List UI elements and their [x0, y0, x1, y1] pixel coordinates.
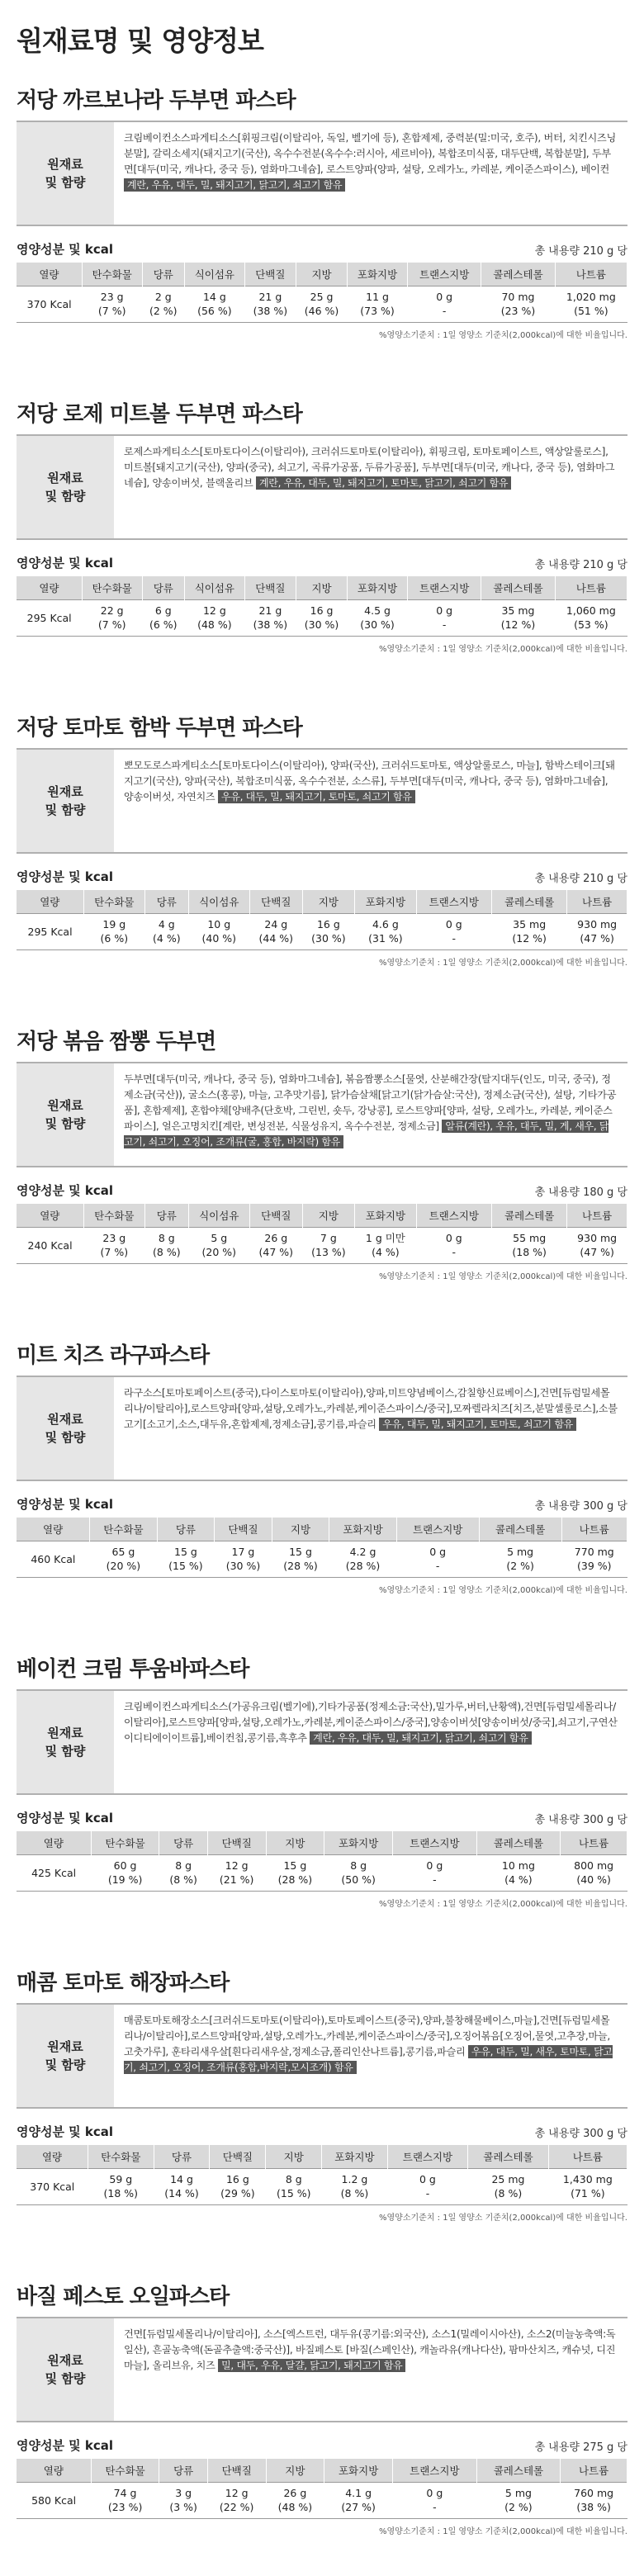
table-cell: 425 Kcal	[17, 1854, 91, 1891]
table-cell: 0 g -	[416, 913, 491, 949]
footnote: %영양소기준치 : 1일 영양소 기준치(2,000kcal)에 대한 비율입니다.	[379, 1271, 627, 1281]
table-cell: 6 g (6 %)	[142, 599, 184, 636]
nutrition-title: 영양성분 및 kcal	[17, 1811, 114, 1825]
table-cell: 370 Kcal	[17, 2168, 88, 2204]
ingredients-row	[17, 2317, 627, 2422]
table-cell: 7 g (13 %)	[302, 1227, 355, 1263]
table-header-row	[17, 576, 627, 599]
product-section	[17, 1336, 627, 1635]
table-cell: 4.2 g (28 %)	[329, 1541, 396, 1577]
table-header-cell: 식이섬유	[188, 890, 249, 913]
table-cell: 26 g (47 %)	[250, 1227, 303, 1263]
table-cell: 8 g (8 %)	[145, 1227, 188, 1263]
total-content: 총 내용량 180 g 당	[534, 1186, 627, 1199]
table-header-cell: 나트륨	[561, 1518, 627, 1541]
table-header-cell: 열량	[17, 890, 83, 913]
total-content: 총 내용량 300 g 당	[534, 1814, 627, 1826]
table-header-row	[17, 1518, 627, 1541]
table-cell: 10 g (40 %)	[188, 913, 249, 949]
total-content: 총 내용량 210 g 당	[534, 873, 627, 885]
nutrition-table	[17, 576, 627, 637]
table-header-cell: 트랜스지방	[387, 2145, 468, 2168]
nutrition-title: 영양성분 및 kcal	[17, 556, 114, 571]
table-header-cell: 지방	[296, 263, 347, 286]
table-cell: 16 g (30 %)	[296, 599, 347, 636]
nutrition-title: 영양성분 및 kcal	[17, 2124, 114, 2139]
table-cell: 0 g -	[393, 2482, 477, 2518]
table-header-cell: 포화지방	[329, 1518, 396, 1541]
product-title: 저당 볶음 짬뽕 두부면	[17, 1030, 216, 1054]
product-title: 저당 로제 미트볼 두부면 파스타	[17, 402, 302, 427]
ingredients-list: 로제스파게티소스[토마토다이스(이탈리아), 크러쉬드토마토(이탈리아), 휘핑크림, 토마토페이스트, 액상알룰로스], 미트볼[돼지고기(국산), 양파(중국), 쇠고기, 곡류가공품, 두류가공품], 두부면[대두(미국, 캐나다, 중국 등), 염화마그네슘], 양송이버섯, 블랙올리브	[124, 446, 615, 489]
footnote: %영양소기준치 : 1일 영양소 기준치(2,000kcal)에 대한 비율입니다.	[379, 330, 627, 340]
table-header-cell: 지방	[296, 576, 347, 599]
ingredients-label: 원재료 및 함량	[17, 750, 114, 852]
table-row	[17, 286, 627, 322]
table-cell: 0 g -	[407, 599, 481, 636]
table-cell: 35 mg (12 %)	[481, 599, 555, 636]
table-header-cell: 콜레스테롤	[481, 263, 555, 286]
table-header-cell: 나트륨	[567, 890, 627, 913]
table-row	[17, 1541, 627, 1577]
ingredients-text	[114, 750, 627, 852]
nutrition-header	[17, 2436, 627, 2454]
product-section	[17, 1022, 627, 1321]
table-header-cell: 탄수화물	[91, 2459, 159, 2482]
ingredients-text	[114, 2005, 627, 2107]
table-header-cell: 트랜스지방	[416, 890, 491, 913]
table-header-cell: 콜레스테롤	[468, 2145, 549, 2168]
nutrition-title: 영양성분 및 kcal	[17, 1183, 114, 1198]
table-header-cell: 지방	[266, 2459, 324, 2482]
table-header-cell: 열량	[17, 263, 82, 286]
table-cell: 70 mg (23 %)	[481, 286, 555, 322]
nutrition-title: 영양성분 및 kcal	[17, 869, 114, 884]
footnote: %영양소기준치 : 1일 영양소 기준치(2,000kcal)에 대한 비율입니다.	[379, 644, 627, 654]
table-cell: 0 g -	[393, 1854, 477, 1891]
table-header-cell: 열량	[17, 1831, 91, 1854]
table-cell: 4.6 g (31 %)	[355, 913, 416, 949]
table-cell: 15 g (28 %)	[266, 1854, 324, 1891]
nutrition-header	[17, 553, 627, 571]
table-cell: 15 g (28 %)	[272, 1541, 329, 1577]
table-cell: 65 g (20 %)	[90, 1541, 157, 1577]
table-cell: 11 g (73 %)	[348, 286, 408, 322]
ingredients-list: 크림베이컨스파게티소스(가공유크림(벨기에),기타가공품(정제소금:국산),밀가루,버터,난황액),건면[듀럼밀세몰리나/이탈리아],로스트양파[양파,설탕,오레가노,카레분,케이준스파이스/중국],양송이버섯[양송이버섯/중국],쇠고기,구연산이디티에이이트륨],베이컨칩,콩기름,흑후추	[124, 1701, 618, 1744]
table-header-cell: 탄수화물	[83, 890, 144, 913]
table-cell: 8 g (15 %)	[266, 2168, 322, 2204]
product-title: 저당 까르보나라 두부면 파스타	[17, 88, 296, 113]
ingredients-list: 건면[듀럼밀세몰리나/이탈리아], 소스[엑스트런, 대두유(콩기름:외국산), 소스1(밀레이시아산), 소스2(미늘농축액:독일산), 흔골농축액(돈골추출액:중국산)], 바질페스토 [바질(스페인산), 캐놀라유(캐나다산), 팜마산치즈, 캐슈넛, 디진마늘], 올리브유, 치즈	[124, 2328, 616, 2371]
table-header-cell: 트랜스지방	[407, 263, 481, 286]
table-header-cell: 지방	[272, 1518, 329, 1541]
table-cell: 8 g (8 %)	[159, 1854, 207, 1891]
table-header-row	[17, 2459, 627, 2482]
table-header-cell: 지방	[302, 1204, 355, 1227]
table-cell: 460 Kcal	[17, 1541, 90, 1577]
table-header-cell: 열량	[17, 2145, 88, 2168]
table-cell: 16 g (30 %)	[302, 913, 355, 949]
table-cell: 580 Kcal	[17, 2482, 91, 2518]
nutrition-header	[17, 1181, 627, 1199]
table-header-cell: 탄수화물	[90, 1518, 157, 1541]
table-header-cell: 당류	[159, 2459, 207, 2482]
ingredients-row	[17, 748, 627, 854]
ingredients-label: 원재료 및 함량	[17, 436, 114, 538]
table-cell: 60 g (19 %)	[91, 1854, 159, 1891]
table-header-row	[17, 890, 627, 913]
product-section	[17, 708, 627, 1007]
table-cell: 760 mg (38 %)	[561, 2482, 627, 2518]
table-header-cell: 나트륨	[555, 263, 627, 286]
table-header-cell: 트랜스지방	[393, 1831, 477, 1854]
table-header-cell: 콜레스테롤	[479, 1518, 561, 1541]
table-header-cell: 열량	[17, 1518, 90, 1541]
table-header-cell: 단백질	[215, 1518, 272, 1541]
table-header-cell: 포화지방	[348, 576, 408, 599]
table-cell: 4.5 g (30 %)	[348, 599, 408, 636]
table-header-cell: 탄수화물	[88, 2145, 154, 2168]
table-cell: 0 g -	[387, 2168, 468, 2204]
table-cell: 0 g -	[396, 1541, 479, 1577]
table-cell: 12 g (48 %)	[184, 599, 244, 636]
ingredients-text	[114, 122, 627, 225]
ingredients-list: 라구소스[토마토페이스트(중국),다이스토마토(이탈리아),양파,미트양념베이스,감칠향신료베이스],건면[듀럼밀세몰리나/이탈리아],로스트양파[양파,설탕,오레가노,카레분,케이준스파이스/중국],모짜렐라치즈[치즈,분말셀룰로스],소불고기[소고기,소스,대두유,혼합제제,정제소금],콩기름,파슬리	[124, 1387, 618, 1430]
nutrition-table	[17, 1518, 627, 1578]
table-cell: 1,060 mg (53 %)	[555, 599, 627, 636]
table-header-cell: 지방	[266, 2145, 322, 2168]
table-cell: 4.1 g (27 %)	[324, 2482, 393, 2518]
allergen-badge: 우유, 대두, 밀, 돼지고기, 토마토, 쇠고기 함유	[218, 790, 415, 803]
table-cell: 21 g (38 %)	[244, 286, 296, 322]
total-content: 총 내용량 210 g 당	[534, 559, 627, 571]
product-section	[17, 395, 627, 694]
nutrition-header	[17, 1808, 627, 1826]
table-cell: 16 g (29 %)	[210, 2168, 266, 2204]
product-section	[17, 81, 627, 380]
table-header-cell: 당류	[142, 576, 184, 599]
table-cell: 35 mg (12 %)	[491, 913, 566, 949]
ingredients-label: 원재료 및 함량	[17, 2318, 114, 2421]
table-header-cell: 트랜스지방	[407, 576, 481, 599]
table-header-cell: 콜레스테롤	[476, 2459, 561, 2482]
table-header-cell: 지방	[266, 1831, 324, 1854]
table-header-cell: 식이섬유	[184, 263, 244, 286]
allergen-badge: 우유, 대두, 밀, 새우, 토마토, 닭고기, 쇠고기, 오징어, 조개류(홍합,바지락,모시조개) 함유	[124, 2046, 613, 2073]
table-cell: 21 g (38 %)	[244, 599, 296, 636]
table-cell: 10 mg (4 %)	[476, 1854, 561, 1891]
table-cell: 770 mg (39 %)	[561, 1541, 627, 1577]
footnote: %영양소기준치 : 1일 영양소 기준치(2,000kcal)에 대한 비율입니다.	[379, 1585, 627, 1595]
product-section	[17, 2277, 627, 2576]
table-header-cell: 포화지방	[355, 890, 416, 913]
table-header-cell: 나트륨	[555, 576, 627, 599]
nutrition-header	[17, 867, 627, 885]
table-header-cell: 당류	[157, 1518, 215, 1541]
table-header-cell: 열량	[17, 576, 82, 599]
table-cell: 930 mg (47 %)	[567, 1227, 627, 1263]
table-header-cell: 포화지방	[322, 2145, 388, 2168]
total-content: 총 내용량 300 g 당	[534, 1500, 627, 1513]
product-title: 바질 페스토 오일파스타	[17, 2285, 230, 2309]
product-title: 저당 토마토 함박 두부면 파스타	[17, 716, 302, 741]
table-header-cell: 나트륨	[548, 2145, 627, 2168]
total-content: 총 내용량 275 g 당	[534, 2441, 627, 2454]
nutrition-table	[17, 2145, 627, 2205]
table-header-cell: 트랜스지방	[393, 2459, 477, 2482]
page-title: 원재료명 및 영양정보	[17, 25, 263, 57]
ingredients-row	[17, 2003, 627, 2109]
table-cell: 17 g (30 %)	[215, 1541, 272, 1577]
table-header-cell: 나트륨	[567, 1204, 627, 1227]
table-header-cell: 단백질	[250, 890, 303, 913]
table-header-row	[17, 2145, 627, 2168]
table-cell: 4 g (4 %)	[145, 913, 188, 949]
footnote: %영양소기준치 : 1일 영양소 기준치(2,000kcal)에 대한 비율입니다.	[379, 2213, 627, 2223]
table-cell: 12 g (22 %)	[207, 2482, 266, 2518]
table-cell: 12 g (21 %)	[207, 1854, 266, 1891]
nutrition-table	[17, 1204, 627, 1264]
table-cell: 3 g (3 %)	[159, 2482, 207, 2518]
ingredients-row	[17, 434, 627, 540]
table-cell: 74 g (23 %)	[91, 2482, 159, 2518]
nutrition-header	[17, 1494, 627, 1513]
table-header-cell: 탄수화물	[82, 576, 142, 599]
ingredients-text	[114, 2318, 627, 2421]
table-cell: 24 g (44 %)	[250, 913, 303, 949]
table-header-cell: 단백질	[244, 576, 296, 599]
allergen-badge: 알류(계란), 우유, 대두, 밀, 게, 새우, 닭고기, 쇠고기, 오징어, 조개류(굴, 홍합, 바지락) 함유	[124, 1120, 609, 1148]
ingredients-list: 두부면[대두(미국, 캐나다, 중국 등), 염화마그네슘], 볶음짬뽕소스[물엿, 산분해간장(탈지대두(인도, 미국, 중국), 정제소금(국산)), 굴소스(홍콩), 마늘, 고추맛기름], 닭가슴살채[닭고기(닭가슴살:국산), 정제소금(국산), 설탕, 기타가공품], 혼합제제], 혼합야채[양배추(단호박, 그린빈, 숏두, 강낭콩], 로스트양파[양파, 설탕, 오레가노, 카레분, 케이준스파이스], 얼은고명치킨[계란, 변성전분, 식물성유지, 옥수수전분, 정제소금]	[124, 1073, 617, 1132]
table-header-cell: 나트륨	[561, 1831, 627, 1854]
table-header-cell: 열량	[17, 2459, 91, 2482]
table-cell: 2 g (2 %)	[142, 286, 184, 322]
table-cell: 295 Kcal	[17, 913, 83, 949]
table-cell: 930 mg (47 %)	[567, 913, 627, 949]
allergen-badge: 계란, 우유, 대두, 밀, 돼지고기, 닭고기, 쇠고기 함유	[310, 1731, 531, 1745]
table-header-cell: 당류	[145, 890, 188, 913]
ingredients-label: 원재료 및 함량	[17, 122, 114, 225]
table-header-cell: 포화지방	[348, 263, 408, 286]
nutrition-header	[17, 239, 627, 258]
product-title: 미트 치즈 라구파스타	[17, 1343, 210, 1368]
ingredients-list: 뽀모도로스파게티소스[토마토다이스(이탈리아), 양파(국산), 크러쉬드토마토, 액상알룰로스, 마늘], 함박스테이크[돼지고기(국산), 양파(국산), 복합조미식품, 옥수수전분, 소스류], 두부면[대두(미국, 캐나다, 중국 등), 염화마그네슘], 양송이버섯, 자연치즈	[124, 760, 615, 803]
table-cell: 295 Kcal	[17, 599, 82, 636]
table-header-cell: 트랜스지방	[396, 1518, 479, 1541]
table-header-cell: 당류	[142, 263, 184, 286]
ingredients-label: 원재료 및 함량	[17, 2005, 114, 2107]
ingredients-list: 크림베이컨소스파게티소스[휘핑크림(이탈리아, 독일, 벨기에 등), 혼합제제, 중력분(밀:미국, 호주), 버터, 치킨시즈닝분말], 갈릭소세지(돼지고기(국산), 옥수수전분(옥수수:러시아, 세르비아), 복합조미식품, 대두단백, 복합분말], 두부면[대두(미국, 캐나다, 중국 등), 염화마그네슘], 로스트양파(양파, 설탕, 오레가노, 카레분, 케이준스파이스), 베이컨	[124, 132, 616, 175]
ingredients-label: 원재료 및 함량	[17, 1377, 114, 1480]
product-title: 베이컨 크림 투움바파스타	[17, 1657, 249, 1682]
nutrition-title: 영양성분 및 kcal	[17, 1497, 114, 1512]
table-row	[17, 913, 627, 949]
ingredients-row	[17, 1062, 627, 1167]
table-row	[17, 1854, 627, 1891]
ingredients-row	[17, 1689, 627, 1795]
table-cell: 19 g (6 %)	[83, 913, 144, 949]
ingredients-text	[114, 1063, 627, 1166]
table-cell: 14 g (56 %)	[184, 286, 244, 322]
table-row	[17, 2482, 627, 2518]
table-header-cell: 단백질	[244, 263, 296, 286]
table-row	[17, 599, 627, 636]
table-cell: 800 mg (40 %)	[561, 1854, 627, 1891]
table-header-cell: 당류	[145, 1204, 188, 1227]
allergen-badge: 계란, 우유, 대두, 밀, 돼지고기, 토마토, 닭고기, 쇠고기 함유	[256, 476, 511, 490]
nutrition-title: 영양성분 및 kcal	[17, 242, 114, 257]
table-header-cell: 식이섬유	[184, 576, 244, 599]
table-row	[17, 1227, 627, 1263]
product-section	[17, 1963, 627, 2262]
table-header-cell: 지방	[302, 890, 355, 913]
nutrition-table	[17, 890, 627, 950]
table-header-row	[17, 1204, 627, 1227]
nutrition-table	[17, 2459, 627, 2519]
allergen-badge: 계란, 우유, 대두, 밀, 돼지고기, 닭고기, 쇠고기 함유	[124, 178, 345, 192]
ingredients-text	[114, 1377, 627, 1480]
allergen-badge: 우유, 대두, 밀, 돼지고기, 토마토, 쇠고기 함유	[379, 1418, 576, 1431]
table-header-cell: 포화지방	[324, 1831, 393, 1854]
allergen-badge: 밀, 대두, 우유, 달걀, 닭고기, 돼지고기 함유	[218, 2359, 405, 2372]
table-header-cell: 탄수화물	[83, 1204, 144, 1227]
table-cell: 370 Kcal	[17, 286, 82, 322]
table-header-cell: 포화지방	[324, 2459, 393, 2482]
table-cell: 0 g -	[416, 1227, 491, 1263]
nutrition-table	[17, 263, 627, 323]
table-cell: 22 g (7 %)	[82, 599, 142, 636]
table-cell: 1 g 미만 (4 %)	[355, 1227, 416, 1263]
table-header-row	[17, 263, 627, 286]
table-header-cell: 당류	[159, 1831, 207, 1854]
table-cell: 5 mg (2 %)	[476, 2482, 561, 2518]
table-cell: 25 g (46 %)	[296, 286, 347, 322]
product-title: 매콤 토마토 해장파스타	[17, 1971, 230, 1996]
table-header-cell: 식이섬유	[188, 1204, 249, 1227]
ingredients-row	[17, 1376, 627, 1481]
table-header-cell: 콜레스테롤	[476, 1831, 561, 1854]
table-header-cell: 단백질	[210, 2145, 266, 2168]
ingredients-text	[114, 436, 627, 538]
footnote: %영양소기준치 : 1일 영양소 기준치(2,000kcal)에 대한 비율입니다.	[379, 1899, 627, 1909]
ingredients-list: 매콤토마토해장소스[크러쉬드토마토(이탈리아),토마토페이스트(중국),양파,불창해물베이스,마늘],건면[듀럼밀세몰리나/이탈리아],로스트양파[양파,설탕,오레가노,카레분,케이준스파이스/중국],오징어볶음[오징어,물엿,고추장,마늘,고춧가루], 훈타리새우살[흰다리새우살,정제소금,폴리인산나트륨],콩기름,파슬리	[124, 2015, 610, 2057]
table-cell: 55 mg (18 %)	[491, 1227, 566, 1263]
table-header-cell: 당류	[154, 2145, 210, 2168]
table-cell: 5 mg (2 %)	[479, 1541, 561, 1577]
table-cell: 240 Kcal	[17, 1227, 83, 1263]
nutrition-table	[17, 1831, 627, 1892]
product-list	[17, 81, 627, 2576]
ingredients-text	[114, 1691, 627, 1793]
table-cell: 0 g -	[407, 286, 481, 322]
table-header-cell: 트랜스지방	[416, 1204, 491, 1227]
table-cell: 1,430 mg (71 %)	[548, 2168, 627, 2204]
table-cell: 59 g (18 %)	[88, 2168, 154, 2204]
nutrition-header	[17, 2122, 627, 2140]
total-content: 총 내용량 300 g 당	[534, 2128, 627, 2140]
table-header-cell: 탄수화물	[91, 1831, 159, 1854]
table-header-cell: 단백질	[250, 1204, 303, 1227]
table-cell: 1.2 g (8 %)	[322, 2168, 388, 2204]
table-cell: 23 g (7 %)	[83, 1227, 144, 1263]
table-header-cell: 열량	[17, 1204, 83, 1227]
table-cell: 26 g (48 %)	[266, 2482, 324, 2518]
ingredients-label: 원재료 및 함량	[17, 1063, 114, 1166]
table-header-cell: 포화지방	[355, 1204, 416, 1227]
total-content: 총 내용량 210 g 당	[534, 245, 627, 258]
table-header-cell: 콜레스테롤	[491, 890, 566, 913]
table-cell: 8 g (50 %)	[324, 1854, 393, 1891]
table-cell: 25 mg (8 %)	[468, 2168, 549, 2204]
table-cell: 5 g (20 %)	[188, 1227, 249, 1263]
table-header-cell: 나트륨	[561, 2459, 627, 2482]
table-header-cell: 단백질	[207, 2459, 266, 2482]
table-cell: 1,020 mg (51 %)	[555, 286, 627, 322]
footnote: %영양소기준치 : 1일 영양소 기준치(2,000kcal)에 대한 비율입니다.	[379, 2526, 627, 2536]
table-header-cell: 단백질	[207, 1831, 266, 1854]
table-header-cell: 콜레스테롤	[481, 576, 555, 599]
nutrition-title: 영양성분 및 kcal	[17, 2438, 114, 2453]
table-row	[17, 2168, 627, 2204]
footnote: %영양소기준치 : 1일 영양소 기준치(2,000kcal)에 대한 비율입니다.	[379, 958, 627, 968]
ingredients-label: 원재료 및 함량	[17, 1691, 114, 1793]
product-section	[17, 1650, 627, 1949]
table-cell: 14 g (14 %)	[154, 2168, 210, 2204]
table-header-cell: 콜레스테롤	[491, 1204, 566, 1227]
table-cell: 15 g (15 %)	[157, 1541, 215, 1577]
table-cell: 23 g (7 %)	[82, 286, 142, 322]
table-header-cell: 탄수화물	[82, 263, 142, 286]
table-header-row	[17, 1831, 627, 1854]
ingredients-row	[17, 121, 627, 226]
